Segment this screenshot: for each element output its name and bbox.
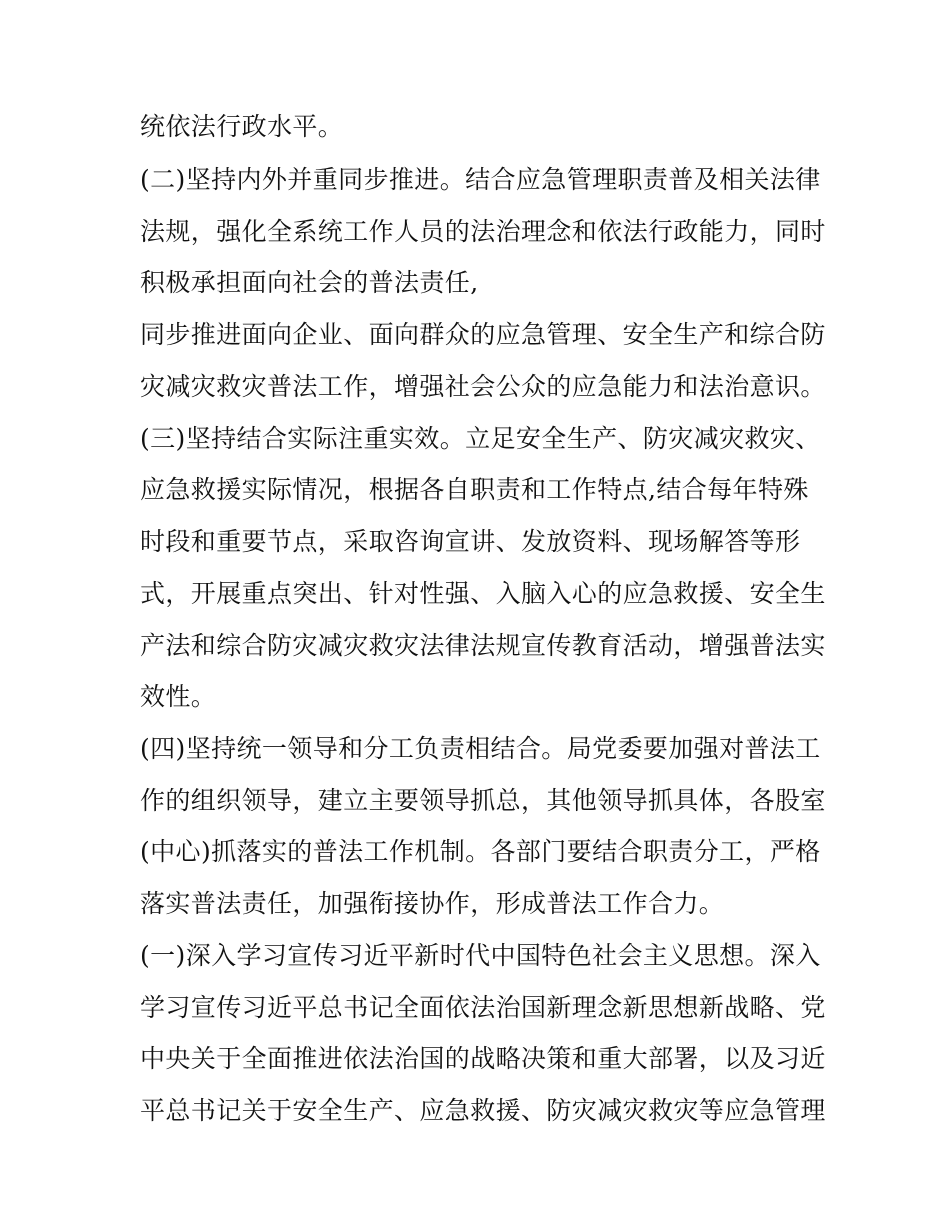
text-line: (一)深入学习宣传习近平新时代中国特色社会主义思想。深入	[140, 941, 821, 970]
text-line: 产法和综合防灾减灾救灾法律法规宣传教育活动，增强普法实	[140, 631, 826, 660]
text-line: 平总书记关于安全生产、应急救援、防灾减灾救灾等应急管理	[140, 1096, 826, 1125]
text-line: 作的组织领导，建立主要领导抓总，其他领导抓具体，各股室	[140, 786, 826, 815]
text-line: 中央关于全面推进依法治国的战略决策和重大部署，以及习近	[140, 1044, 826, 1073]
text-line: 效性。	[140, 682, 217, 711]
text-line: 学习宣传习近平总书记全面依法治国新理念新思想新战略、党	[140, 993, 826, 1022]
text-line: 统依法行政水平。	[140, 112, 344, 141]
text-line: 时段和重要节点，采取咨询宣讲、发放资料、现场解答等形	[140, 527, 801, 556]
text-line: 灾减灾救灾普法工作，增强社会公众的应急能力和法治意识。	[140, 372, 826, 401]
text-line: (四)坚持统一领导和分工负责相结合。局党委要加强对普法工	[140, 734, 821, 763]
text-line: 落实普法责任，加强衔接协作，形成普法工作合力。	[140, 889, 725, 918]
text-line: 同步推进面向企业、面向群众的应急管理、安全生产和综合防	[140, 320, 826, 349]
text-line: (中心)抓落实的普法工作机制。各部门要结合职责分工，严格	[140, 837, 821, 866]
text-line: 应急救援实际情况，根据各自职责和工作特点,结合每年特殊	[140, 475, 809, 504]
text-line: (二)坚持内外并重同步推进。结合应急管理职责普及相关法律	[140, 165, 821, 194]
text-line: 积极承担面向社会的普法责任,	[140, 268, 479, 297]
text-line: 法规，强化全系统工作人员的法治理念和依法行政能力，同时	[140, 217, 826, 246]
text-line: 式，开展重点突出、针对性强、入脑入心的应急救援、安全生	[140, 579, 826, 608]
text-line: (三)坚持结合实际注重实效。立足安全生产、防灾减灾救灾、	[140, 424, 821, 453]
